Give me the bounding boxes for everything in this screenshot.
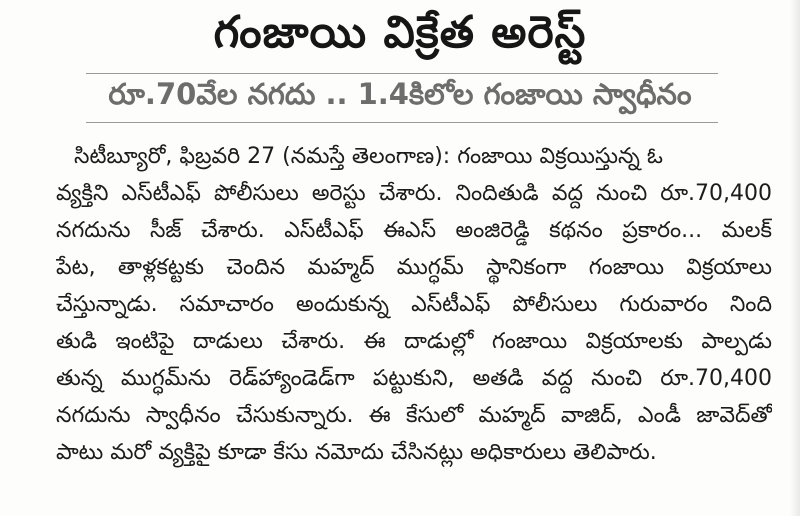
article-line-4: పేట, తాళ్లకట్టకు చెందిన మహ్మద్ ముగ్ధమ్ స్థానికంగా గంజాయి విక్రయాలు — [56, 255, 772, 280]
article-line-7: తున్న ముగ్ధమ్‌ను రెడ్‌హ్యాండెడ్‌గా పట్టుకుని, అతడి వద్ద నుంచి రూ.70,400 — [56, 366, 772, 391]
article-line-9: పాటు మరో వ్యక్తిపై కూడా కేసు నమోదు చేసినట్లు అధికారులు తెలిపారు. — [56, 440, 657, 465]
page-edge-shadow — [790, 0, 800, 516]
article-body — [56, 138, 772, 471]
article-line-1: సిటీబ్యూరో, ఫిబ్రవరి 27 (నమస్తే తెలంగాణ): గంజాయి విక్రయిస్తున్న ఓ — [74, 144, 663, 169]
article-line-6: తుడి ఇంటిపై దాడులు చేశారు. ఈ దాడుల్లో గంజాయి విక్రయాలకు పాల్పడు — [56, 329, 772, 354]
article-line-3: నగదును సీజ్ చేశారు. ఎస్‌టీఎఫ్ ఈఎస్ అంజిరెడ్డి కథనం ప్రకారం... మలక్ — [56, 218, 772, 243]
subheadline-bottom-rule — [86, 122, 718, 123]
headline: గంజాయి విక్రేత అరెస్ట్ — [213, 7, 587, 58]
article-line-2: వ్యక్తిని ఎస్‌టీఎఫ్ పోలీసులు అరెస్టు చేశారు. నిందితుడి వద్ద నుంచి రూ.70,400 — [56, 181, 772, 206]
article-line-5: చేస్తున్నాడు. సమాచారం అందుకున్న ఎస్‌టీఎఫ్ పోలీసులు గురువారం నింది — [56, 292, 772, 317]
subheadline: రూ.70వేల నగదు .. 1.4కిలోల గంజాయి స్వాధీనం — [108, 77, 692, 111]
article-line-8: నగదును స్వాధీనం చేసుకున్నారు. ఈ కేసులో మహ్మద్ వాజిద్, ఎండీ జావెద్‌తో — [56, 403, 772, 428]
